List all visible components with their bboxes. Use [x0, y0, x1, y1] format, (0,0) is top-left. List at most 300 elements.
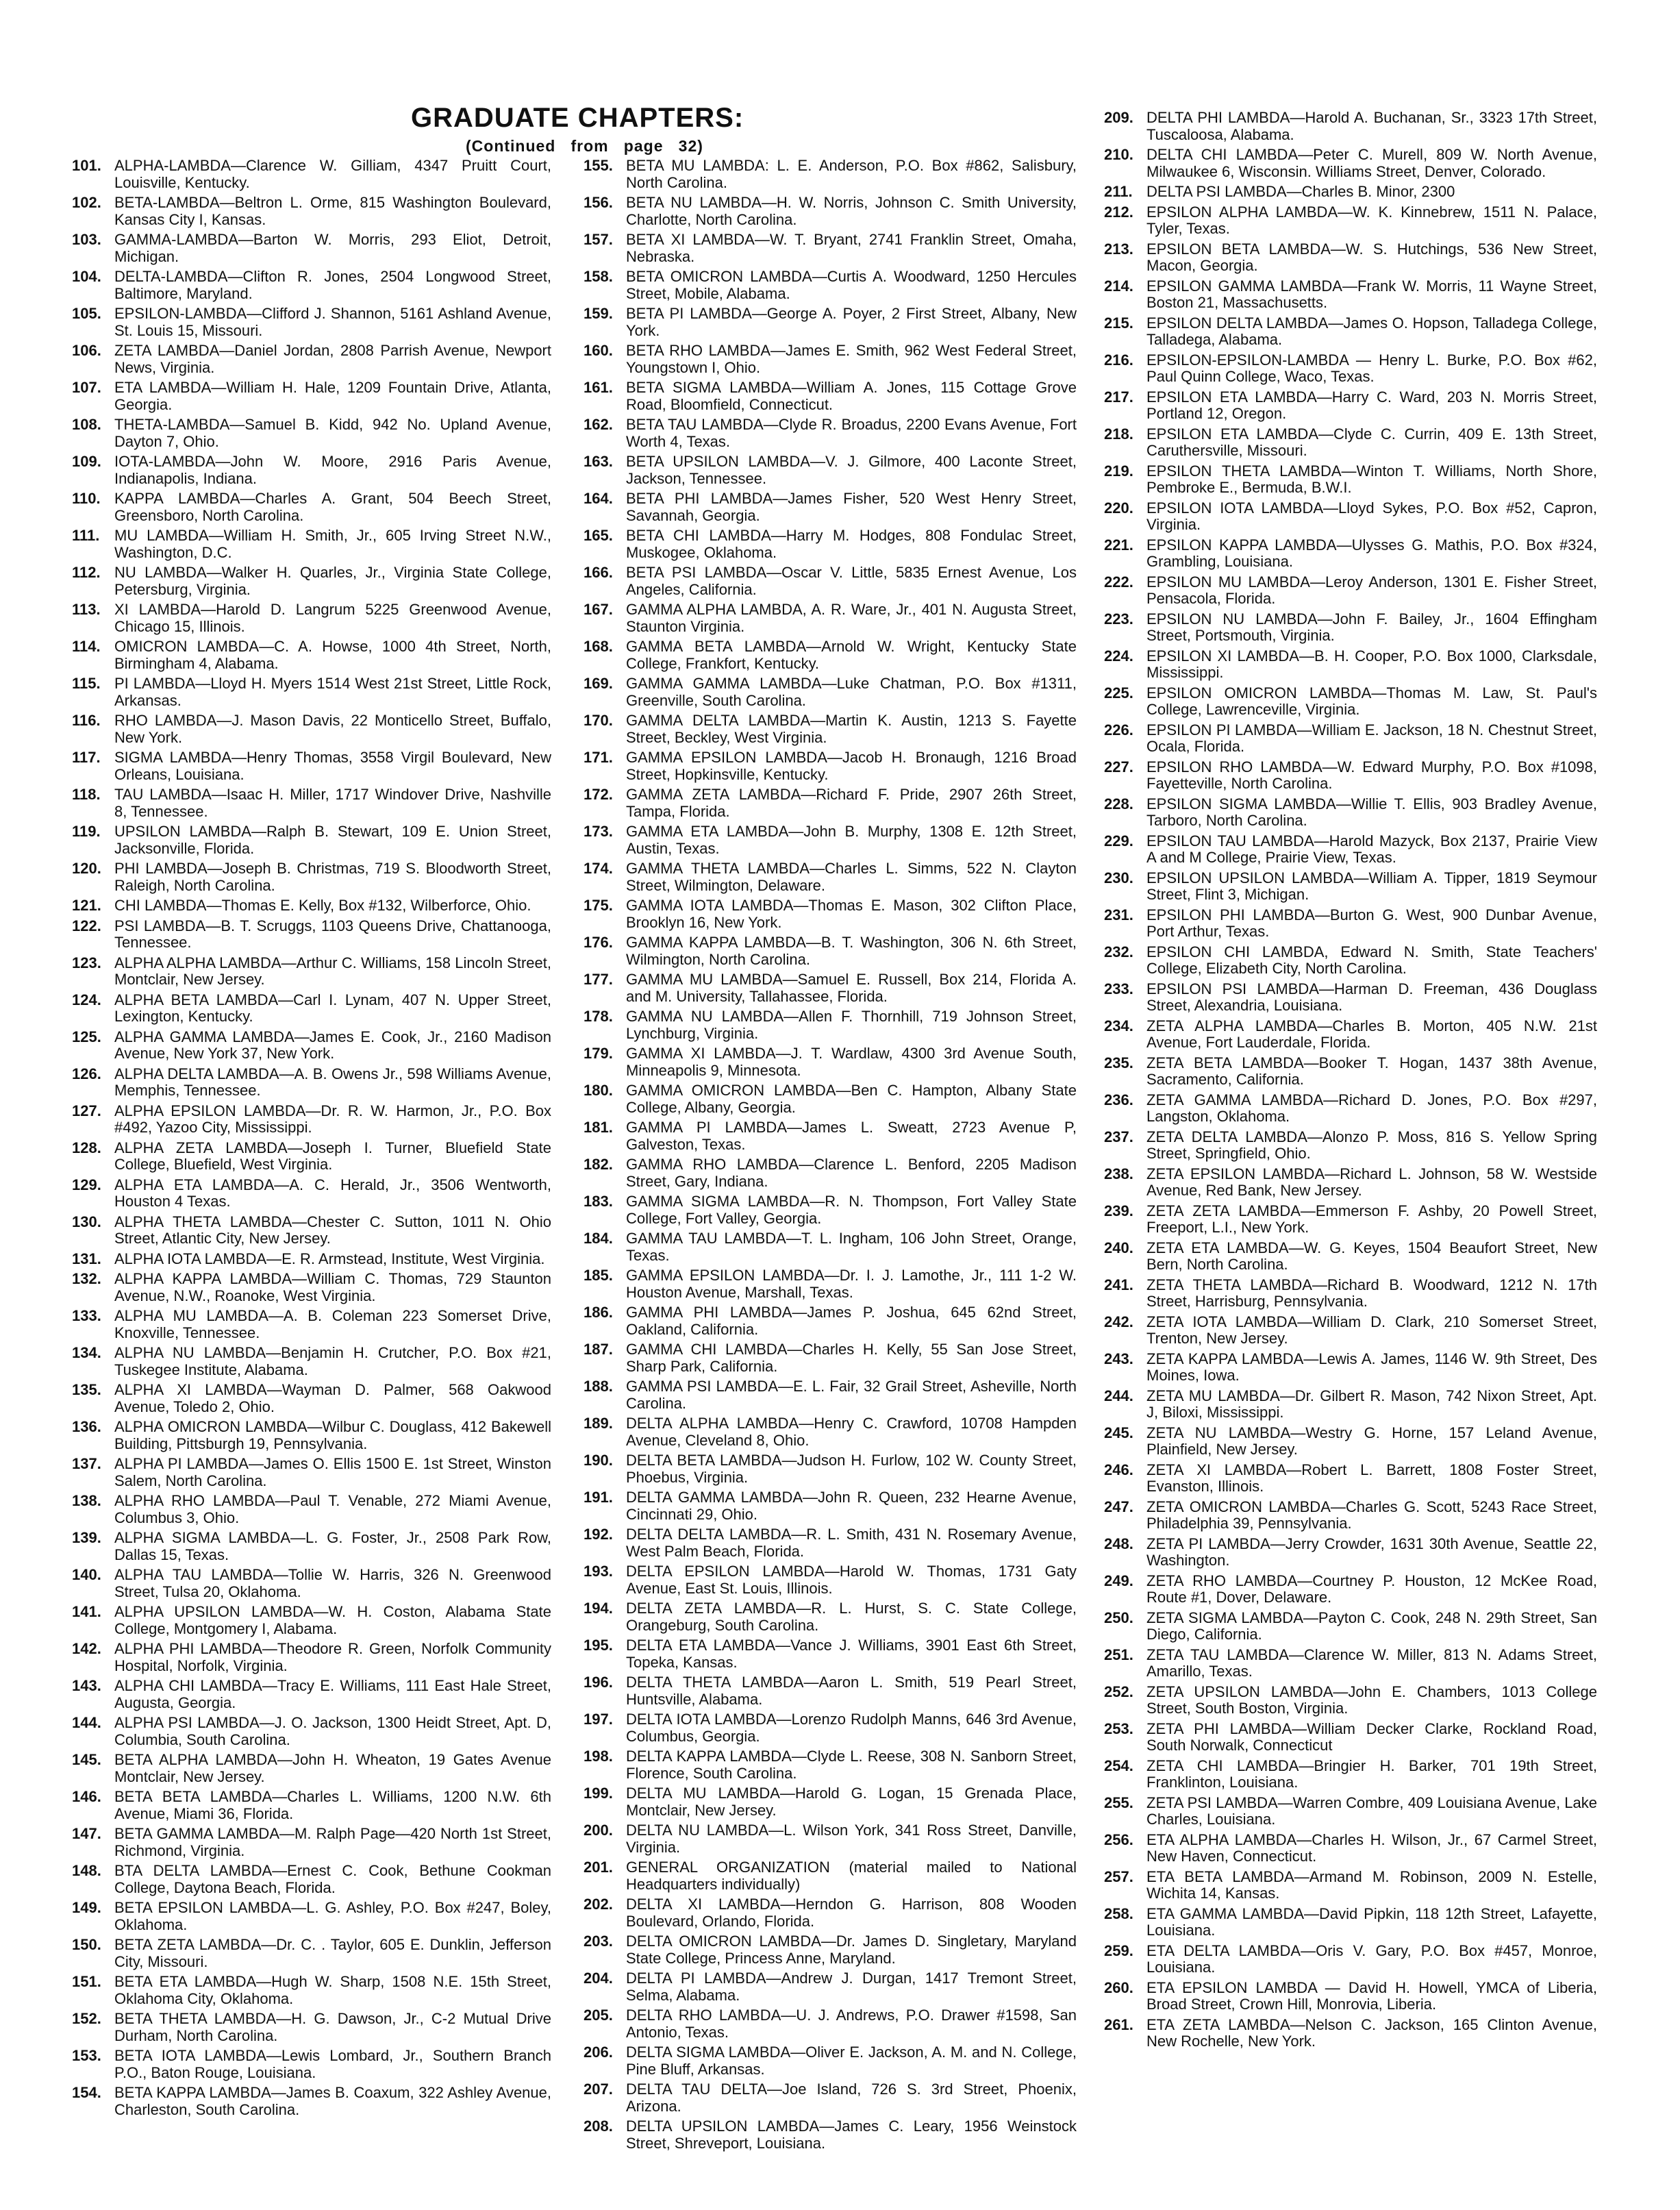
- chapter-listing: BTA DELTA LAMBDA—Ernest C. Cook, Bethune Cookman College, Daytona Beach, Florida.: [114, 1862, 551, 1896]
- chapter-number: 251.: [1104, 1646, 1133, 1663]
- chapter-listing: GAMMA OMICRON LAMBDA—Ben C. Hampton, Albany State College, Albany, Georgia.: [626, 1082, 1077, 1116]
- chapter-listing: BETA KAPPA LAMBDA—James B. Coaxum, 322 Ashley Avenue, Charleston, South Carolina.: [114, 2084, 551, 2118]
- chapter-listing: GAMMA NU LAMBDA—Allen F. Thornhill, 719 Johnson Street, Lynchburg, Virginia.: [626, 1008, 1077, 1042]
- chapter-number: 224.: [1104, 647, 1133, 665]
- chapter-entry: [72, 1103, 551, 1137]
- chapter-listing: GAMMA PI LAMBDA—James L. Sweatt, 2723 Avenue P, Galveston, Texas.: [626, 1119, 1077, 1153]
- chapter-entry: [72, 786, 551, 820]
- chapter-entry: [72, 638, 551, 672]
- chapter-entry: [1104, 1462, 1597, 1495]
- chapter-listing: ETA ALPHA LAMBDA—Charles H. Wilson, Jr., 67 Carmel Street, New Haven, Connecticut.: [1146, 1830, 1597, 1865]
- chapter-number: 153.: [72, 2047, 101, 2064]
- chapter-number: 209.: [1104, 109, 1133, 126]
- chapter-listing: DELTA-LAMBDA—Clifton R. Jones, 2504 Longwood Street, Baltimore, Maryland.: [114, 268, 551, 302]
- chapter-number: 163.: [584, 453, 613, 470]
- chapter-number: 107.: [72, 379, 101, 396]
- chapter-number: 124.: [72, 991, 101, 1008]
- chapter-entry: [1104, 1129, 1597, 1163]
- chapter-listing: RHO LAMBDA—J. Mason Davis, 22 Monticello Street, Buffalo, New York.: [114, 712, 551, 746]
- chapter-entry: [72, 1752, 551, 1785]
- chapter-entry: [584, 1415, 1077, 1449]
- chapter-entry: [584, 1896, 1077, 1930]
- chapter-number: 200.: [584, 1822, 613, 1839]
- chapter-number: 115.: [72, 675, 101, 692]
- chapter-entry: [72, 2048, 551, 2081]
- chapter-entry: [584, 343, 1077, 376]
- chapter-number: 188.: [584, 1378, 613, 1395]
- chapter-listing: EPSILON XI LAMBDA—B. H. Cooper, P.O. Box 1000, Clarksdale, Mississippi.: [1146, 647, 1597, 681]
- chapter-entry: [584, 195, 1077, 228]
- chapter-listing: BETA CHI LAMBDA—Harry M. Hodges, 808 Fondulac Street, Muskogee, Oklahoma.: [626, 527, 1077, 561]
- chapter-listing: ZETA LAMBDA—Daniel Jordan, 2808 Parrish Avenue, Newport News, Virginia.: [114, 342, 551, 376]
- chapter-entry: [1104, 1758, 1597, 1791]
- chapter-entry: [584, 712, 1077, 746]
- chapter-listing: BETA NU LAMBDA—H. W. Norris, Johnson C. Smith University, Charlotte, North Carolina.: [626, 194, 1077, 228]
- page-subtitle: (Continued from page 32): [466, 137, 703, 155]
- chapter-entry: [72, 1530, 551, 1563]
- chapter-listing: DELTA DELTA LAMBDA—R. L. Smith, 431 N. Rosemary Avenue, West Palm Beach, Florida.: [626, 1526, 1077, 1560]
- chapter-entry: [72, 1308, 551, 1341]
- chapter-listing: EPSILON RHO LAMBDA—W. Edward Murphy, P.O. Box #1098, Fayetteville, North Carolina.: [1146, 758, 1597, 792]
- chapter-listing: ETA DELTA LAMBDA—Oris V. Gary, P.O. Box #457, Monroe, Louisiana.: [1146, 1941, 1597, 1976]
- chapter-entry: [584, 1600, 1077, 1634]
- chapter-listing: ZETA NU LAMBDA—Westry G. Horne, 157 Leland Avenue, Plainfield, New Jersey.: [1146, 1424, 1597, 1458]
- chapter-number: 174.: [584, 860, 613, 877]
- chapter-number: 110.: [72, 490, 101, 507]
- chapter-number: 231.: [1104, 906, 1133, 923]
- chapter-entry: [584, 232, 1077, 265]
- chapter-entry: [1104, 759, 1597, 793]
- chapter-number: 194.: [584, 1600, 613, 1617]
- chapter-number: 247.: [1104, 1498, 1133, 1515]
- chapter-number: 159.: [584, 305, 613, 322]
- chapter-listing: EPSILON BETA LAMBDA—W. S. Hutchings, 536 New Street, Macon, Georgia.: [1146, 240, 1597, 274]
- chapter-listing: DELTA GAMMA LAMBDA—John R. Queen, 232 Hearne Avenue, Cincinnati 29, Ohio.: [626, 1489, 1077, 1523]
- chapter-entry: [1104, 352, 1597, 386]
- chapter-listing: BETA PSI LAMBDA—Oscar V. Little, 5835 Ernest Avenue, Los Angeles, California.: [626, 564, 1077, 598]
- chapter-entry: [72, 491, 551, 524]
- chapter-number: 227.: [1104, 758, 1133, 775]
- chapter-listing: ZETA PHI LAMBDA—William Decker Clarke, Rockland Road, South Norwalk, Connecticut: [1146, 1719, 1597, 1754]
- chapter-listing: DELTA RHO LAMBDA—U. J. Andrews, P.O. Drawer #1598, San Antonio, Texas.: [626, 2007, 1077, 2041]
- chapter-listing: ETA GAMMA LAMBDA—David Pipkin, 118 12th Street, Lafayette, Louisiana.: [1146, 1904, 1597, 1939]
- chapter-entry: [1104, 1684, 1597, 1717]
- chapter-entry: [1104, 1166, 1597, 1200]
- chapter-number: 175.: [584, 897, 613, 914]
- chapter-entry: [72, 1641, 551, 1674]
- chapter-number: 207.: [584, 2081, 613, 2098]
- chapter-entry: [72, 454, 551, 487]
- chapter-entry: [72, 306, 551, 339]
- chapter-entry: [584, 749, 1077, 783]
- chapter-entry: [584, 675, 1077, 709]
- chapter-number: 205.: [584, 2007, 613, 2024]
- chapter-entry: [72, 417, 551, 450]
- chapter-entry: [1104, 278, 1597, 312]
- chapter-entry: [584, 638, 1077, 672]
- chapter-listing: ALPHA ETA LAMBDA—A. C. Herald, Jr., 3506 Wentworth, Houston 4 Texas.: [114, 1176, 551, 1210]
- chapter-number: 182.: [584, 1156, 613, 1173]
- chapter-entry: [1104, 1980, 1597, 2013]
- chapter-listing: EPSILON ETA LAMBDA—Clyde C. Currin, 409 E. 13th Street, Caruthersville, Missouri.: [1146, 425, 1597, 459]
- chapter-number: 109.: [72, 453, 101, 470]
- chapter-entry: [584, 1822, 1077, 1856]
- chapter-entry: [584, 1045, 1077, 1079]
- chapter-entry: [584, 1711, 1077, 1745]
- chapter-number: 132.: [72, 1270, 101, 1287]
- chapter-number: 243.: [1104, 1350, 1133, 1367]
- chapter-number: 246.: [1104, 1461, 1133, 1478]
- chapter-listing: ZETA PSI LAMBDA—Warren Combre, 409 Louisiana Avenue, Lake Charles, Louisiana.: [1146, 1793, 1597, 1828]
- chapter-entry: [72, 195, 551, 228]
- chapter-number: 131.: [72, 1250, 101, 1267]
- chapter-entry: [72, 1826, 551, 1859]
- chapter-listing: BETA UPSILON LAMBDA—V. J. Gilmore, 400 Laconte Street, Jackson, Tennessee.: [626, 453, 1077, 487]
- chapter-number: 233.: [1104, 980, 1133, 997]
- chapter-listing: ALPHA XI LAMBDA—Wayman D. Palmer, 568 Oakwood Avenue, Toledo 2, Ohio.: [114, 1381, 551, 1415]
- chapter-listing: EPSILON-LAMBDA—Clifford J. Shannon, 5161 Ashland Avenue, St. Louis 15, Missouri.: [114, 305, 551, 339]
- chapter-entry: [1104, 2017, 1597, 2050]
- chapter-entry: [1104, 1721, 1597, 1754]
- chapter-number: 173.: [584, 823, 613, 840]
- chapter-listing: BETA EPSILON LAMBDA—L. G. Ashley, P.O. Box #247, Boley, Oklahoma.: [114, 1899, 551, 1933]
- chapter-number: 226.: [1104, 721, 1133, 738]
- chapter-number: 134.: [72, 1344, 101, 1361]
- chapter-entry: [72, 564, 551, 598]
- chapter-listing: EPSILON ETA LAMBDA—Harry C. Ward, 203 N. Morris Street, Portland 12, Oregon.: [1146, 388, 1597, 422]
- chapter-listing: EPSILON OMICRON LAMBDA—Thomas M. Law, St. Paul's College, Lawrenceville, Virginia.: [1146, 684, 1597, 718]
- chapter-listing: BETA PI LAMBDA—George A. Poyer, 2 First Street, Albany, New York.: [626, 305, 1077, 339]
- chapter-entry: [1104, 833, 1597, 867]
- chapter-number: 183.: [584, 1193, 613, 1210]
- chapter-entry: [72, 1345, 551, 1378]
- chapter-listing: TAU LAMBDA—Isaac H. Miller, 1717 Windover Drive, Nashville 8, Tennessee.: [114, 786, 551, 820]
- chapter-number: 219.: [1104, 462, 1133, 480]
- chapter-entry: [72, 675, 551, 709]
- chapter-number: 202.: [584, 1896, 613, 1913]
- chapter-number: 256.: [1104, 1830, 1133, 1848]
- chapter-number: 137.: [72, 1455, 101, 1472]
- chapter-listing: BETA BETA LAMBDA—Charles L. Williams, 1200 N.W. 6th Avenue, Miami 36, Florida.: [114, 1788, 551, 1822]
- chapter-number: 195.: [584, 1637, 613, 1654]
- chapter-entry: [1104, 315, 1597, 349]
- chapter-entry: [1104, 574, 1597, 608]
- chapter-entry: [1104, 1647, 1597, 1680]
- chapter-entry: [72, 860, 551, 894]
- chapter-number: 199.: [584, 1785, 613, 1802]
- chapter-listing: ALPHA OMICRON LAMBDA—Wilbur C. Douglass, 412 Bakewell Building, Pittsburgh 19, Pennsylvania.: [114, 1418, 551, 1452]
- chapter-entry: [584, 454, 1077, 487]
- chapter-entry: [72, 158, 551, 191]
- chapter-listing: GAMMA KAPPA LAMBDA—B. T. Washington, 306 N. 6th Street, Wilmington, North Carolina.: [626, 934, 1077, 968]
- chapter-listing: BETA XI LAMBDA—W. T. Bryant, 2741 Franklin Street, Omaha, Nebraska.: [626, 231, 1077, 265]
- chapter-listing: ALPHA IOTA LAMBDA—E. R. Armstead, Institute, West Virginia.: [114, 1250, 545, 1267]
- chapter-listing: SIGMA LAMBDA—Henry Thomas, 3558 Virgil Boulevard, New Orleans, Louisiana.: [114, 749, 551, 783]
- chapter-number: 197.: [584, 1711, 613, 1728]
- chapter-number: 102.: [72, 194, 101, 211]
- chapter-listing: ALPHA UPSILON LAMBDA—W. H. Coston, Alabama State College, Montgomery I, Alabama.: [114, 1603, 551, 1637]
- chapter-listing: OMICRON LAMBDA—C. A. Howse, 1000 4th Street, North, Birmingham 4, Alabama.: [114, 638, 551, 672]
- chapter-entry: [72, 1271, 551, 1304]
- chapter-number: 156.: [584, 194, 613, 211]
- chapter-entry: [1104, 1388, 1597, 1421]
- chapter-number: 108.: [72, 416, 101, 433]
- chapter-entry: [584, 1785, 1077, 1819]
- chapter-number: 141.: [72, 1603, 101, 1620]
- chapter-entry: [584, 1267, 1077, 1301]
- chapter-listing: ZETA MU LAMBDA—Dr. Gilbert R. Mason, 742 Nixon Street, Apt. J, Biloxi, Mississippi.: [1146, 1387, 1597, 1421]
- chapter-number: 111.: [72, 527, 100, 544]
- chapter-entry: [1104, 1055, 1597, 1089]
- chapter-number: 144.: [72, 1714, 101, 1731]
- chapter-listing: ALPHA EPSILON LAMBDA—Dr. R. W. Harmon, Jr., P.O. Box #492, Yazoo City, Mississippi.: [114, 1102, 551, 1136]
- chapter-entry: [584, 380, 1077, 413]
- chapter-entry: [1104, 944, 1597, 978]
- chapter-listing: BETA GAMMA LAMBDA—M. Ralph Page—420 North 1st Street, Richmond, Virginia.: [114, 1825, 551, 1859]
- chapter-number: 235.: [1104, 1054, 1133, 1071]
- chapter-entry: [584, 564, 1077, 598]
- chapter-entry: [584, 1193, 1077, 1227]
- chapter-number: 170.: [584, 712, 613, 729]
- chapter-listing: DELTA NU LAMBDA—L. Wilson York, 341 Ross Street, Danville, Virginia.: [626, 1822, 1077, 1856]
- chapter-number: 190.: [584, 1452, 613, 1469]
- chapter-entry: [72, 955, 551, 989]
- chapter-listing: DELTA BETA LAMBDA—Judson H. Furlow, 102 W. County Street, Phoebus, Virginia.: [626, 1452, 1077, 1486]
- chapter-listing: GAMMA EPSILON LAMBDA—Jacob H. Bronaugh, 1216 Broad Street, Hopkinsville, Kentucky.: [626, 749, 1077, 783]
- chapter-listing: ZETA RHO LAMBDA—Courtney P. Houston, 12 McKee Road, Route #1, Dover, Delaware.: [1146, 1572, 1597, 1606]
- chapter-number: 120.: [72, 860, 101, 877]
- chapter-entry: [1104, 147, 1597, 180]
- chapter-number: 181.: [584, 1119, 613, 1136]
- chapter-entry: [72, 1029, 551, 1063]
- chapter-entry: [1104, 110, 1597, 143]
- chapter-listing: ZETA IOTA LAMBDA—William D. Clark, 210 Somerset Street, Trenton, New Jersey.: [1146, 1313, 1597, 1347]
- chapter-number: 165.: [584, 527, 613, 544]
- chapter-entry: [584, 1082, 1077, 1116]
- chapter-listing: GAMMA SIGMA LAMBDA—R. N. Thompson, Fort Valley State College, Fort Valley, Georgia.: [626, 1193, 1077, 1227]
- chapter-entry: [584, 971, 1077, 1005]
- chapter-number: 176.: [584, 934, 613, 951]
- chapter-listing: EPSILON GAMMA LAMBDA—Frank W. Morris, 11 Wayne Street, Boston 21, Massachusetts.: [1146, 277, 1597, 311]
- chapter-entry: [72, 712, 551, 746]
- chapter-entry: [72, 380, 551, 413]
- chapter-number: 171.: [584, 749, 613, 766]
- chapter-entry: [584, 934, 1077, 968]
- chapter-entry: [72, 1177, 551, 1210]
- chapter-listing: ZETA OMICRON LAMBDA—Charles G. Scott, 5243 Race Street, Philadelphia 39, Pennsylvania.: [1146, 1498, 1597, 1532]
- chapter-listing: GAMMA ETA LAMBDA—John B. Murphy, 1308 E. 12th Street, Austin, Texas.: [626, 823, 1077, 857]
- chapter-entry: [1104, 796, 1597, 830]
- chapter-number: 169.: [584, 675, 613, 692]
- chapter-number: 185.: [584, 1267, 613, 1284]
- chapter-number: 148.: [72, 1862, 101, 1879]
- chapter-entry: [72, 601, 551, 635]
- chapter-listing: DELTA KAPPA LAMBDA—Clyde L. Reese, 308 N. Sanborn Street, Florence, South Carolina.: [626, 1748, 1077, 1782]
- chapter-listing: DELTA EPSILON LAMBDA—Harold W. Thomas, 1731 Gaty Avenue, East St. Louis, Illinois.: [626, 1563, 1077, 1597]
- chapter-number: 212.: [1104, 203, 1133, 221]
- chapter-listing: EPSILON DELTA LAMBDA—James O. Hopson, Talladega College, Talladega, Alabama.: [1146, 314, 1597, 348]
- chapter-entry: [1104, 1314, 1597, 1348]
- chapter-entry: [72, 1974, 551, 2007]
- chapter-entry: [1104, 1018, 1597, 1052]
- chapter-number: 133.: [72, 1307, 101, 1324]
- chapter-number: 196.: [584, 1674, 613, 1691]
- chapter-number: 114.: [72, 638, 101, 655]
- chapter-number: 248.: [1104, 1535, 1133, 1552]
- chapter-number: 168.: [584, 638, 613, 655]
- chapter-entry: [1104, 500, 1597, 534]
- chapter-listing: ZETA XI LAMBDA—Robert L. Barrett, 1808 Foster Street, Evanston, Illinois.: [1146, 1461, 1597, 1495]
- chapter-listing: BETA ALPHA LAMBDA—John H. Wheaton, 19 Gates Avenue Montclair, New Jersey.: [114, 1751, 551, 1785]
- chapter-number: 249.: [1104, 1572, 1133, 1589]
- chapter-number: 128.: [72, 1139, 101, 1156]
- chapter-number: 112.: [72, 564, 101, 581]
- chapter-number: 261.: [1104, 2015, 1133, 2033]
- chapter-entry: [72, 1715, 551, 1748]
- chapter-entry: [1104, 685, 1597, 719]
- chapter-number: 187.: [584, 1341, 613, 1358]
- chapter-listing: ALPHA KAPPA LAMBDA—William C. Thomas, 729 Staunton Avenue, N.W., Roanoke, West Virginia.: [114, 1270, 551, 1304]
- chapter-entry: [1104, 611, 1597, 645]
- chapter-listing: ZETA GAMMA LAMBDA—Richard D. Jones, P.O. Box #297, Langston, Oklahoma.: [1146, 1091, 1597, 1125]
- chapter-number: 178.: [584, 1008, 613, 1025]
- chapter-number: 240.: [1104, 1239, 1133, 1256]
- chapter-number: 220.: [1104, 499, 1133, 517]
- chapter-entry: [584, 860, 1077, 894]
- chapter-number: 145.: [72, 1751, 101, 1768]
- chapter-entry: [72, 992, 551, 1026]
- chapter-listing: ALPHA NU LAMBDA—Benjamin H. Crutcher, P.O. Box #21, Tuskegee Institute, Alabama.: [114, 1344, 551, 1378]
- chapter-listing: ZETA ALPHA LAMBDA—Charles B. Morton, 405 N.W. 21st Avenue, Fort Lauderdale, Florida.: [1146, 1017, 1597, 1051]
- chapter-listing: ALPHA PHI LAMBDA—Theodore R. Green, Norfolk Community Hospital, Norfolk, Virginia.: [114, 1640, 551, 1674]
- chapter-number: 172.: [584, 786, 613, 803]
- chapter-listing: IOTA-LAMBDA—John W. Moore, 2916 Paris Avenue, Indianapolis, Indiana.: [114, 453, 551, 487]
- chapter-number: 154.: [72, 2084, 101, 2101]
- chapter-listing: BETA SIGMA LAMBDA—William A. Jones, 115 Cottage Grove Road, Bloomfield, Connecticut.: [626, 379, 1077, 413]
- chapter-entry: [1104, 1906, 1597, 1939]
- chapter-listing: ZETA THETA LAMBDA—Richard B. Woodward, 1212 N. 17th Street, Harrisburg, Pennsylvania.: [1146, 1276, 1597, 1310]
- chapter-entry: [72, 749, 551, 783]
- chapter-listing: ZETA SIGMA LAMBDA—Payton C. Cook, 248 N. 29th Street, San Diego, California.: [1146, 1609, 1597, 1643]
- chapter-number: 193.: [584, 1563, 613, 1580]
- chapter-listing: DELTA PI LAMBDA—Andrew J. Durgan, 1417 Tremont Street, Selma, Alabama.: [626, 1970, 1077, 2004]
- chapter-listing: ETA BETA LAMBDA—Armand M. Robinson, 2009 N. Estelle, Wichita 14, Kansas.: [1146, 1867, 1597, 1902]
- chapter-listing: GAMMA-LAMBDA—Barton W. Morris, 293 Eliot, Detroit, Michigan.: [114, 231, 551, 265]
- chapter-number: 127.: [72, 1102, 101, 1119]
- chapter-number: 234.: [1104, 1017, 1133, 1034]
- chapter-entry: [584, 1230, 1077, 1264]
- chapter-entry: [584, 417, 1077, 450]
- chapter-listing: EPSILON THETA LAMBDA—Winton T. Williams, North Shore, Pembroke E., Bermuda, B.W.I.: [1146, 462, 1597, 496]
- chapter-listing: ZETA UPSILON LAMBDA—John E. Chambers, 1013 College Street, South Boston, Virginia.: [1146, 1683, 1597, 1717]
- chapter-listing: ZETA TAU LAMBDA—Clarence W. Miller, 813 N. Adams Street, Amarillo, Texas.: [1146, 1646, 1597, 1680]
- chapter-listing: ZETA ZETA LAMBDA—Emmerson F. Ashby, 20 Powell Street, Freeport, L.I., New York.: [1146, 1202, 1597, 1236]
- chapter-entry: [1104, 1499, 1597, 1532]
- chapter-entry: [72, 1419, 551, 1452]
- chapter-listing: BETA THETA LAMBDA—H. G. Dawson, Jr., C-2 Mutual Drive Durham, North Carolina.: [114, 2010, 551, 2044]
- chapter-number: 126.: [72, 1065, 101, 1082]
- chapter-listing: EPSILON UPSILON LAMBDA—William A. Tipper, 1819 Seymour Street, Flint 3, Michigan.: [1146, 869, 1597, 903]
- chapter-number: 230.: [1104, 869, 1133, 886]
- chapter-listing: EPSILON KAPPA LAMBDA—Ulysses G. Mathis, P.O. Box #324, Grambling, Louisiana.: [1146, 536, 1597, 570]
- chapter-listing: GAMMA ALPHA LAMBDA, A. R. Ware, Jr., 401 N. Augusta Street, Staunton Virginia.: [626, 601, 1077, 635]
- chapter-number: 140.: [72, 1566, 101, 1583]
- chapter-entry: [584, 269, 1077, 302]
- chapter-listing: ETA ZETA LAMBDA—Nelson C. Jackson, 165 Clinton Avenue, New Rochelle, New York.: [1146, 2015, 1597, 2050]
- chapter-listing: ETA LAMBDA—William H. Hale, 1209 Fountain Drive, Atlanta, Georgia.: [114, 379, 551, 413]
- chapter-listing: GAMMA GAMMA LAMBDA—Luke Chatman, P.O. Box #1311, Greenville, South Carolina.: [626, 675, 1077, 709]
- chapter-listing: ZETA KAPPA LAMBDA—Lewis A. James, 1146 W. 9th Street, Des Moines, Iowa.: [1146, 1350, 1597, 1384]
- chapter-entry: [584, 823, 1077, 857]
- chapter-entry: [584, 2007, 1077, 2041]
- chapter-entry: [72, 1567, 551, 1600]
- chapter-listing: ALPHA PI LAMBDA—James O. Ellis 1500 E. 1st Street, Winston Salem, North Carolina.: [114, 1455, 551, 1489]
- chapter-entry: [72, 1900, 551, 1933]
- chapter-number: 236.: [1104, 1091, 1133, 1108]
- chapter-number: 160.: [584, 342, 613, 359]
- chapter-entry: [72, 1493, 551, 1526]
- chapter-number: 239.: [1104, 1202, 1133, 1219]
- chapter-listing: GAMMA BETA LAMBDA—Arnold W. Wright, Kentucky State College, Frankfort, Kentucky.: [626, 638, 1077, 672]
- chapter-entry: [584, 527, 1077, 561]
- chapter-entry: [584, 1489, 1077, 1523]
- chapter-entry: [584, 1859, 1077, 1893]
- chapter-listing: EPSILON SIGMA LAMBDA—Willie T. Ellis, 903 Bradley Avenue, Tarboro, North Carolina.: [1146, 795, 1597, 829]
- chapter-listing: CHI LAMBDA—Thomas E. Kelly, Box #132, Wilberforce, Ohio.: [114, 897, 531, 914]
- chapter-listing: ETA EPSILON LAMBDA — David H. Howell, YMCA of Liberia, Broad Street, Crown Hill, Monrovia, Liberia.: [1146, 1978, 1597, 2013]
- chapter-listing: GAMMA RHO LAMBDA—Clarence L. Benford, 2205 Madison Street, Gary, Indiana.: [626, 1156, 1077, 1190]
- chapter-listing: DELTA CHI LAMBDA—Peter C. Murell, 809 W. North Avenue, Milwaukee 6, Wisconsin. Williams Street, Denver, Colorado.: [1146, 146, 1597, 180]
- chapter-number: 211.: [1104, 183, 1133, 200]
- chapter-number: 201.: [584, 1859, 613, 1876]
- chapter-listing: ALPHA GAMMA LAMBDA—James E. Cook, Jr., 2160 Madison Avenue, New York 37, New York.: [114, 1028, 551, 1062]
- chapter-entry: [1104, 981, 1597, 1015]
- chapter-entry: [584, 786, 1077, 820]
- chapter-number: 125.: [72, 1028, 101, 1045]
- chapter-number: 252.: [1104, 1683, 1133, 1700]
- chapter-listing: DELTA ZETA LAMBDA—R. L. Hurst, S. C. State College, Orangeburg, South Carolina.: [626, 1600, 1077, 1634]
- chapter-entry: [72, 343, 551, 376]
- chapter-entry: [584, 1452, 1077, 1486]
- chapter-entry: [1104, 722, 1597, 756]
- chapter-listing: PI LAMBDA—Lloyd H. Myers 1514 West 21st Street, Little Rock, Arkansas.: [114, 675, 551, 709]
- chapter-listing: EPSILON ALPHA LAMBDA—W. K. Kinnebrew, 1511 N. Palace, Tyler, Texas.: [1146, 203, 1597, 237]
- chapter-entry: [1104, 1610, 1597, 1643]
- chapter-entry: [1104, 907, 1597, 941]
- chapter-number: 216.: [1104, 351, 1133, 369]
- chapter-number: 250.: [1104, 1609, 1133, 1626]
- chapter-number: 258.: [1104, 1904, 1133, 1922]
- chapter-listing: BETA PHI LAMBDA—James Fisher, 520 West Henry Street, Savannah, Georgia.: [626, 490, 1077, 524]
- chapter-entry: [1104, 1573, 1597, 1606]
- chapter-listing: EPSILON PI LAMBDA—William E. Jackson, 18 N. Chestnut Street, Ocala, Florida.: [1146, 721, 1597, 755]
- chapter-number: 238.: [1104, 1165, 1133, 1182]
- chapter-entry: [72, 1937, 551, 1970]
- chapter-entry: [1104, 1536, 1597, 1569]
- chapter-listing: ZETA BETA LAMBDA—Booker T. Hogan, 1437 38th Avenue, Sacramento, California.: [1146, 1054, 1597, 1088]
- chapter-number: 229.: [1104, 832, 1133, 849]
- chapter-entry: [72, 1678, 551, 1711]
- chapter-listing: BETA ZETA LAMBDA—Dr. C. . Taylor, 605 E. Dunklin, Jefferson City, Missouri.: [114, 1936, 551, 1970]
- chapter-number: 136.: [72, 1418, 101, 1435]
- chapter-number: 184.: [584, 1230, 613, 1247]
- chapter-number: 198.: [584, 1748, 613, 1765]
- chapter-number: 161.: [584, 379, 613, 396]
- chapter-entry: [1104, 1203, 1597, 1237]
- chapter-number: 215.: [1104, 314, 1133, 332]
- chapter-listing: PSI LAMBDA—B. T. Scruggs, 1103 Queens Drive, Chattanooga, Tennessee.: [114, 917, 551, 951]
- chapter-listing: GAMMA TAU LAMBDA—T. L. Ingham, 106 John Street, Orange, Texas.: [626, 1230, 1077, 1264]
